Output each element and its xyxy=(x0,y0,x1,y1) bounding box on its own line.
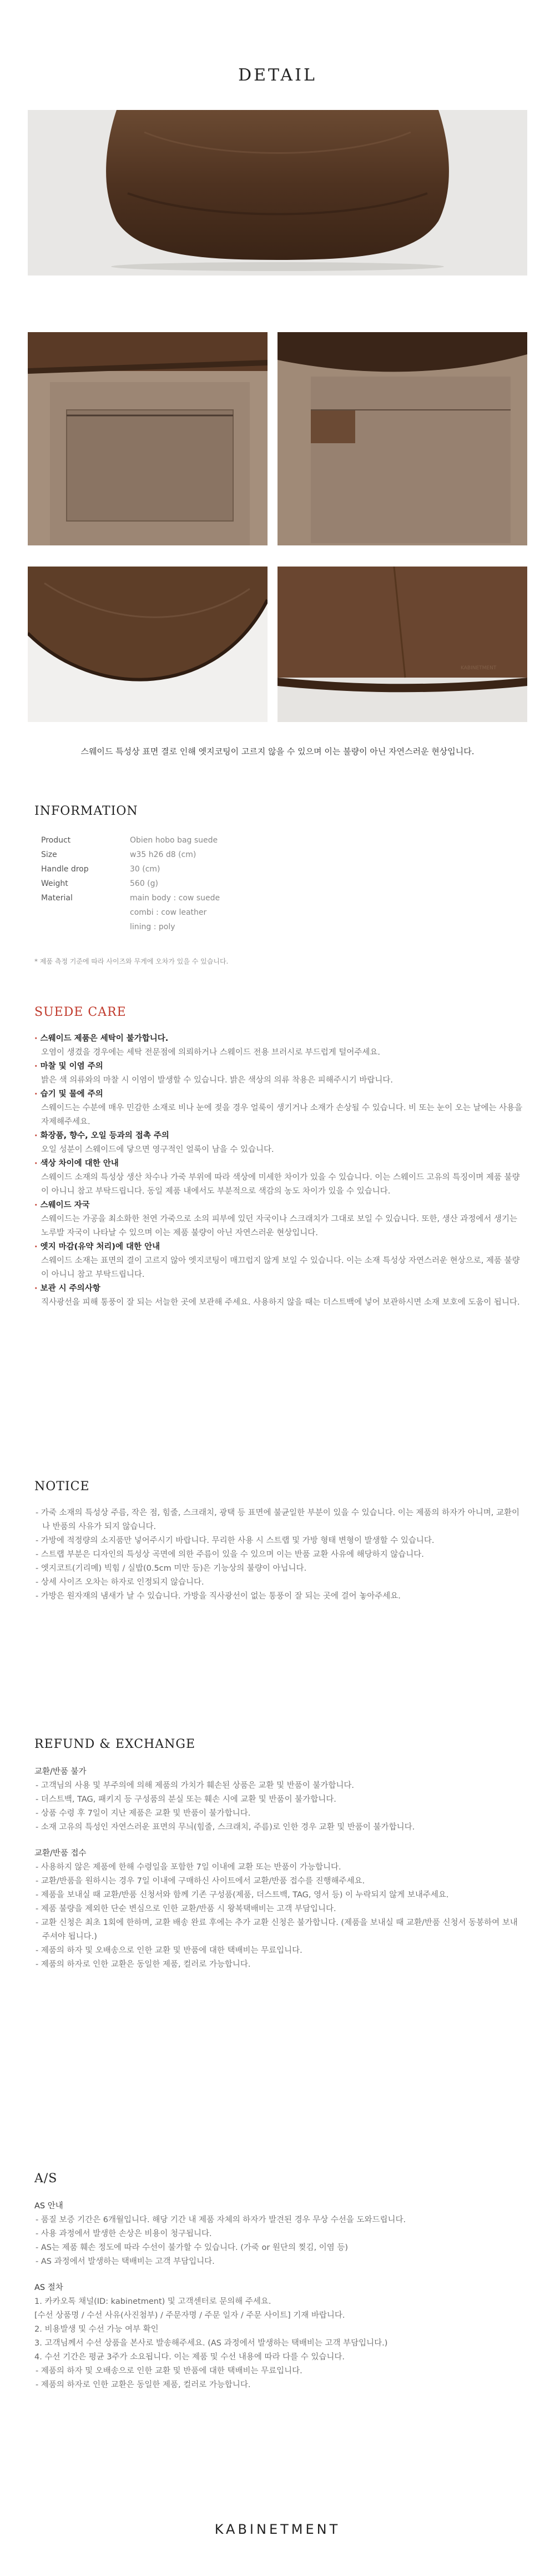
care-item xyxy=(34,1129,523,1157)
refund-block xyxy=(34,1764,523,1972)
edge-detail-photo-right xyxy=(278,567,527,722)
care-heading: · 스웨이드 자국 xyxy=(34,1199,523,1212)
spec-value: Obien hobo bag suede xyxy=(130,836,218,845)
care-heading: · 스웨이드 제품은 세탁이 불가합니다. xyxy=(34,1032,523,1046)
as-item: - 제품의 하자 및 오배송으로 인한 교환 및 반품에 대한 택배비는 무료입니다. xyxy=(34,2364,523,2378)
as-procedure-heading: AS 절차 xyxy=(34,2283,63,2292)
notice-item: - 가방은 원자재의 냄새가 날 수 있습니다. 가방을 직사광선이 없는 통풍이 잘 되는 곳에 걸어 놓아주세요. xyxy=(34,1590,523,1603)
detail-title: DETAIL xyxy=(238,66,317,85)
refund-item: - 고객님의 사용 및 부주의에 의해 제품의 가치가 훼손된 상품은 교환 및 반품이 불가합니다. xyxy=(34,1779,523,1793)
as-step: 2. 비용발생 및 수선 가능 여부 확인 xyxy=(34,2325,159,2334)
spec-value: 30 (cm) xyxy=(130,865,160,874)
as-item: - AS는 제품 훼손 정도에 따라 수선이 불가할 수 있습니다. (가죽 or 원단의 찢김, 이염 등) xyxy=(34,2241,523,2255)
care-item xyxy=(34,1282,523,1310)
spec-value: w35 h26 d8 (cm) xyxy=(130,850,196,859)
as-step: 1. 카카오톡 채널(ID: kabinetment) 및 고객센터로 문의해 주세요. xyxy=(34,2297,271,2306)
spec-row xyxy=(41,905,220,920)
care-item xyxy=(34,1032,523,1060)
spec-value: lining : poly xyxy=(130,923,175,931)
care-item xyxy=(34,1060,523,1087)
refund-item: - 상품 수령 후 7일이 지난 제품은 교환 및 반품이 불가합니다. xyxy=(34,1807,523,1821)
suede-care-title: SUEDE CARE xyxy=(34,1005,127,1019)
notice-item: - 가방에 적정량의 소지품만 넣어주시기 바랍니다. 무리한 사용 시 스트랩 및 가방 형태 변형이 발생할 수 있습니다. xyxy=(34,1534,523,1548)
spec-value: 560 (g) xyxy=(130,879,158,888)
spec-row xyxy=(41,891,220,905)
care-body: 오일 성분이 스웨이드에 닿으면 영구적인 얼룩이 남을 수 있습니다. xyxy=(41,1145,274,1154)
care-heading: · 엣지 마감(유약 처리)에 대한 안내 xyxy=(34,1240,523,1254)
as-guide-list xyxy=(34,2213,523,2269)
brand-logo: KABINETMENT xyxy=(214,2522,341,2537)
refund-item: - 더스트백, TAG, 패키지 등 구성품의 분실 또는 훼손 시에 교환 및 반품이 불가합니다. xyxy=(34,1793,523,1807)
spec-table xyxy=(41,833,220,934)
refund-item: - 교환 신청은 최초 1회에 한하며, 교환 배송 완료 후에는 추가 교환 신청은 불가합니다. (제품을 보내실 때 교환/반품 신청서 동봉하여 보내주셔야 됩니다.) xyxy=(34,1916,523,1944)
care-body: 밝은 색 의류와의 마찰 시 이염이 발생할 수 있습니다. 밝은 색상의 의류 착용은 피해주시기 바랍니다. xyxy=(41,1076,393,1085)
as-step: [수선 상품명 / 수선 사유(사진첨부) / 주문자명 / 주문 일자 / 주문 사이트] 기재 바랍니다. xyxy=(34,2311,345,2320)
care-body: 스웨이드는 수분에 매우 민감한 소재로 비나 눈에 젖을 경우 얼룩이 생기거나 소재가 손상될 수 있습니다. 비 또는 눈이 오는 날에는 사용을 자제해주세요. xyxy=(41,1104,523,1126)
refund-item: - 제품의 하자 및 오배송으로 인한 교환 및 반품에 대한 택배비는 무료입니다. xyxy=(34,1944,523,1958)
as-item: - 사용 과정에서 발생한 손상은 비용이 청구됩니다. xyxy=(34,2227,523,2241)
as-tail-list xyxy=(34,2364,523,2392)
notice-item: - 상세 사이즈 오차는 하자로 인정되지 않습니다. xyxy=(34,1576,523,1590)
as-guide-heading: AS 안내 xyxy=(34,2202,63,2211)
interior-photo-right xyxy=(278,332,527,545)
notice-item: - 스트랩 부분은 디자인의 특성상 곡면에 의한 주름이 있을 수 있으며 이는 반품 교환 사유에 해당하지 않습니다. xyxy=(34,1548,523,1562)
suede-care-list xyxy=(34,1032,523,1310)
care-heading: · 화장품, 향수, 오일 등과의 접촉 주의 xyxy=(34,1129,523,1143)
refund-item: - 제품의 하자로 인한 교환은 동일한 제품, 컬러로 가능합니다. xyxy=(34,1958,523,1972)
spec-key: Handle drop xyxy=(41,865,89,874)
care-body: 스웨이드 소재는 표면의 결이 고르지 않아 엣지코팅이 매끄럽지 않게 보일 수 있습니다. 이는 소재 특성상 자연스러운 현상으로, 제품 불량이 아니니 참고 부탁드립니다. xyxy=(41,1256,520,1279)
refund-item: - 소재 고유의 특성인 자연스러운 표면의 무늬(힘줄, 스크래치, 주름)로 인한 경우 교환 및 반품이 불가합니다. xyxy=(34,1821,523,1835)
as-title: A/S xyxy=(34,2172,58,2186)
as-item: - 품질 보증 기간은 6개월입니다. 해당 기간 내 제품 자체의 하자가 발견된 경우 무상 수선을 도와드립니다. xyxy=(34,2213,523,2227)
refund-item: - 제품 불량을 제외한 단순 변심으로 인한 교환/반품 시 왕복택배비는 고객 부담입니다. xyxy=(34,1902,523,1916)
spec-footnote: * 제품 측정 기준에 따라 사이즈와 무게에 오차가 있을 수 있습니다. xyxy=(34,958,229,965)
as-item: - 제품의 하자로 인한 교환은 동일한 제품, 컬러로 가능합니다. xyxy=(34,2378,523,2392)
as-block xyxy=(34,2198,523,2392)
spec-key xyxy=(41,905,130,920)
as-item: - AS 과정에서 발생하는 택배비는 고객 부담입니다. xyxy=(34,2255,523,2269)
spec-key xyxy=(41,920,130,934)
information-title: INFORMATION xyxy=(34,804,138,818)
spec-value: main body : cow suede xyxy=(130,894,220,903)
spec-value: combi : cow leather xyxy=(130,908,207,917)
spec-key: Size xyxy=(41,850,57,859)
refund-allowed-list xyxy=(34,1861,523,1972)
spec-key: Material xyxy=(41,894,73,903)
spec-row xyxy=(41,848,220,862)
care-body: 스웨이드는 가공을 최소화한 천연 가죽으로 소의 피부에 있던 자국이나 스크래치가 그대로 보일 수 있습니다. 또한, 생산 과정에서 생기는 노루발 자국이 나타날 수 있으며 이는 제품 불량이 아닌 자연스러운 현상입니다. xyxy=(41,1215,517,1237)
svg-text:KABINETMENT: KABINETMENT xyxy=(461,665,497,671)
spec-key: Weight xyxy=(41,879,68,888)
as-step: 4. 수선 기간은 평균 3주가 소요됩니다. 이는 제품 및 수선 내용에 따라 다를 수 있습니다. xyxy=(34,2353,345,2362)
care-item xyxy=(34,1157,523,1199)
edge-detail-photo-left xyxy=(28,567,268,722)
spec-row xyxy=(41,876,220,891)
spec-row xyxy=(41,920,220,934)
care-heading: · 마찰 및 이염 주의 xyxy=(34,1060,523,1074)
refund-item: - 제품을 보내실 때 교환/반품 신청서와 함께 기존 구성품(제품, 더스트백, TAG, 영서 등) 이 누락되지 않게 보내주세요. xyxy=(34,1888,523,1902)
suede-edge-note: 스웨이드 특성상 표면 결로 인해 엣지코팅이 고르지 않을 수 있으며 이는 불량이 아닌 자연스러운 현상입니다. xyxy=(80,746,475,756)
care-heading: · 보관 시 주의사항 xyxy=(34,1282,523,1296)
care-heading: · 색상 차이에 대한 안내 xyxy=(34,1157,523,1171)
notice-title: NOTICE xyxy=(34,1480,90,1494)
refund-item: - 사용하지 않은 제품에 한해 수령일을 포함한 7일 이내에 교환 또는 반품이 가능합니다. xyxy=(34,1861,523,1875)
care-body: 직사광선을 피해 통풍이 잘 되는 서늘한 곳에 보관해 주세요. 사용하지 않을 때는 더스트백에 넣어 보관하시면 소재 보호에 도움이 됩니다. xyxy=(41,1298,520,1307)
refund-not-allowed-heading: 교환/반품 불가 xyxy=(34,1767,87,1776)
refund-not-allowed-list xyxy=(34,1779,523,1835)
refund-item: - 교환/반품을 원하시는 경우 7일 이내에 구매하신 사이트에서 교환/반품 접수를 진행해주세요. xyxy=(34,1875,523,1888)
care-body: 오염이 생겼을 경우에는 세탁 전문점에 의뢰하거나 스웨이드 전용 브러시로 부드럽게 털어주세요. xyxy=(41,1048,380,1057)
refund-title: REFUND & EXCHANGE xyxy=(34,1737,196,1751)
care-item xyxy=(34,1240,523,1282)
care-body: 스웨이드 소재의 특성상 생산 차수나 가죽 부위에 따라 색상에 미세한 차이가 있을 수 있습니다. 이는 스웨이드 고유의 특징이며 제품 불량이 아니니 참고 부탁드립니다. 동일 제품 내에서도 부분적으로 색감의 농도 차이가 있을 수 있습니다. xyxy=(41,1173,520,1196)
refund-allowed-heading: 교환/반품 접수 xyxy=(34,1849,87,1858)
care-item xyxy=(34,1087,523,1129)
spec-row xyxy=(41,833,220,848)
notice-list xyxy=(34,1506,523,1603)
hero-bag-photo xyxy=(28,110,527,275)
spec-key: Product xyxy=(41,836,71,845)
notice-item: - 가죽 소재의 특성상 주름, 작은 점, 힘줄, 스크래치, 광택 등 표면에 불균일한 부분이 있을 수 있습니다. 이는 제품의 하자가 아니며, 교환이나 반품의 사유가 되지 않습니다. xyxy=(34,1506,523,1534)
interior-photo-left xyxy=(28,332,268,545)
spec-row xyxy=(41,862,220,876)
care-heading: · 습기 및 물에 주의 xyxy=(34,1087,523,1101)
as-step: 3. 고객님께서 수선 상품을 본사로 발송해주세요. (AS 과정에서 발생하는 택배비는 고객 부담입니다.) xyxy=(34,2339,388,2348)
care-item xyxy=(34,1199,523,1240)
notice-item: - 엣지코트(기리메) 빅힘 / 실밥(0.5cm 미만 등)은 기능상의 불량이 아닙니다. xyxy=(34,1562,523,1576)
